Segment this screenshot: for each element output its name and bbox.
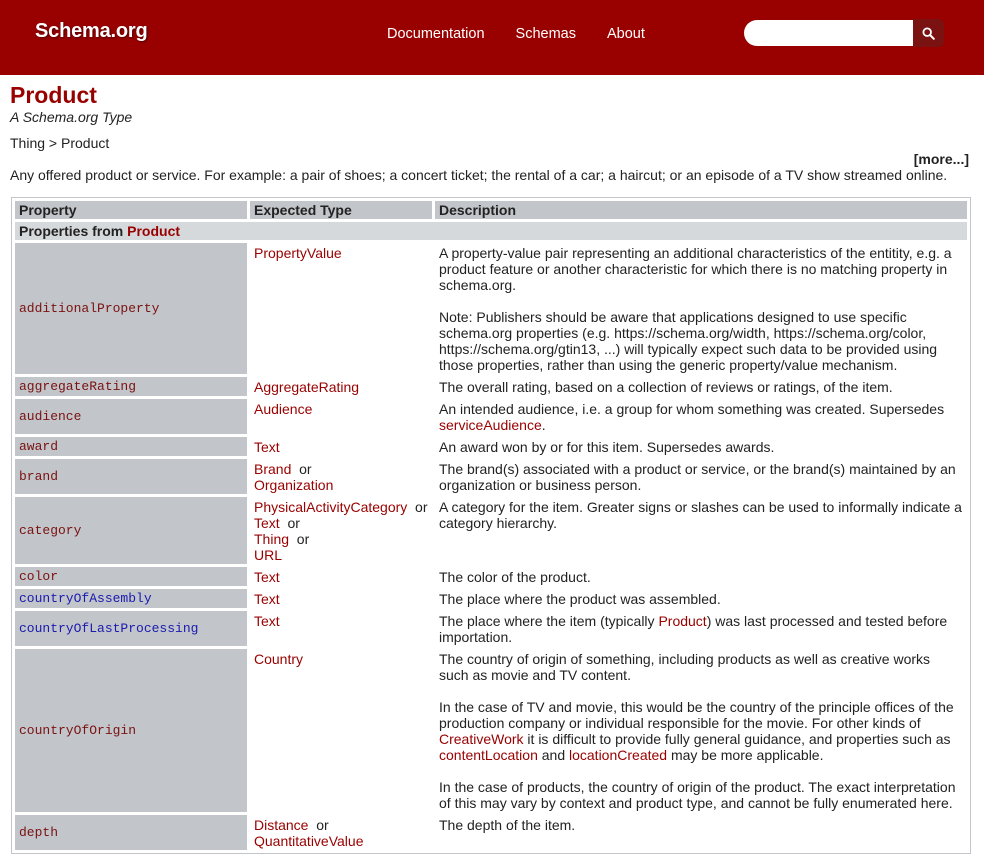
table-row — [15, 377, 967, 396]
table-row — [15, 815, 967, 850]
table-row — [15, 459, 967, 494]
expected-type-cell — [250, 377, 432, 396]
expected-type-cell — [250, 649, 432, 812]
expected-type-link[interactable]: Text — [254, 439, 280, 455]
nav-about[interactable]: About — [606, 26, 645, 42]
expected-type-link[interactable]: Audience — [254, 401, 313, 417]
expected-type-cell — [250, 497, 432, 564]
or-separator: or — [291, 461, 312, 477]
site-header — [0, 0, 984, 75]
description-text: The depth of the item. — [439, 817, 576, 833]
expected-type-link[interactable]: Text — [254, 569, 280, 585]
expected-type-cell — [250, 399, 432, 434]
table-row — [15, 589, 967, 608]
property-name[interactable]: audience — [15, 399, 247, 434]
description-text: In the case of products, the country of origin of the product. The exact interpretation of this may vary by context and product type, and cannot be fully enumerated here. — [439, 779, 956, 811]
table-row — [15, 649, 967, 812]
expected-type-cell — [250, 589, 432, 608]
description-text: The country of origin of something, including products as well as creative works such as movie and TV content. — [439, 651, 931, 683]
table-row — [15, 243, 967, 374]
property-name[interactable]: countryOfLastProcessing — [15, 611, 247, 646]
or-separator: or — [279, 515, 300, 531]
search-icon — [922, 27, 935, 40]
description-link[interactable]: Product — [658, 613, 707, 629]
page-title: Product — [10, 82, 97, 108]
description-text: An intended audience, i.e. a group for whom something was created. Supersedes serviceAudience. — [439, 401, 945, 433]
or-separator: or — [308, 817, 329, 833]
description-cell — [435, 377, 967, 396]
property-name[interactable]: countryOfAssembly — [15, 589, 247, 608]
nav-schemas[interactable]: Schemas — [515, 26, 576, 42]
table-row — [15, 497, 967, 564]
expected-type-link[interactable]: Text — [254, 515, 280, 531]
expected-type-link[interactable]: Country — [254, 651, 304, 667]
property-name[interactable]: countryOfOrigin — [15, 649, 247, 812]
nav-documentation[interactable]: Documentation — [387, 26, 485, 42]
breadcrumb — [10, 135, 109, 151]
description-text: Note: Publishers should be aware that applications designed to use specific schema.org properties (e.g. https://schema.org/width, https://schema.org/color, https://schema.org/gtin13, ...) will typically expect such data to be provided using those properties, rather than using the generic property/value mechanism. — [439, 309, 938, 373]
expected-type-link[interactable]: Brand — [254, 461, 292, 477]
expected-type-link[interactable]: AggregateRating — [254, 379, 360, 395]
description-cell — [435, 649, 967, 812]
description-cell — [435, 497, 967, 564]
search-box — [744, 20, 944, 48]
breadcrumb-product[interactable]: Product — [61, 135, 110, 151]
header-description: Description — [435, 201, 967, 219]
property-name[interactable]: aggregateRating — [15, 377, 247, 396]
description-cell — [435, 611, 967, 646]
description-cell — [435, 399, 967, 434]
table-row — [15, 437, 967, 456]
expected-type-link[interactable]: PropertyValue — [254, 245, 342, 261]
expected-type-link[interactable]: Text — [254, 613, 280, 629]
section-header-row — [15, 222, 967, 240]
expected-type-link[interactable]: Organization — [254, 477, 334, 493]
table-row — [15, 611, 967, 646]
site-logo[interactable]: Schema.org — [35, 20, 148, 42]
description-text: The color of the product. — [439, 569, 591, 585]
description-text: The place where the item (typically Product) was last processed and tested before importation. — [439, 613, 948, 645]
expected-type-cell — [250, 437, 432, 456]
expected-type-link[interactable]: Thing — [254, 531, 290, 547]
description-cell — [435, 589, 967, 608]
section-prefix: Properties from — [19, 223, 128, 239]
property-name[interactable]: additionalProperty — [15, 243, 247, 374]
search-button[interactable] — [913, 19, 944, 47]
description-text: An award won by or for this item. Supersedes awards. — [439, 439, 775, 455]
description-cell — [435, 567, 967, 586]
page-subtitle: A Schema.org Type — [10, 109, 133, 125]
expected-type-cell — [250, 243, 432, 374]
breadcrumb-separator: > — [45, 135, 61, 151]
header-expected-type: Expected Type — [250, 201, 432, 219]
description-text: The place where the product was assembled. — [439, 591, 721, 607]
property-name[interactable]: brand — [15, 459, 247, 494]
section-header — [15, 222, 967, 240]
section-product-link[interactable]: Product — [127, 223, 181, 239]
type-description: Any offered product or service. For example: a pair of shoes; a concert ticket; the rental of a car; a haircut; or an episode of a TV show streamed online. — [10, 167, 948, 183]
description-cell — [435, 437, 967, 456]
expected-type-link[interactable]: Distance — [254, 817, 309, 833]
description-text: A property-value pair representing an additional characteristics of the entitity, e.g. a product feature or another characteristic for which there is no matching property in schema.org. — [439, 245, 952, 293]
description-cell — [435, 243, 967, 374]
more-link[interactable]: [more...] — [913, 151, 969, 167]
property-name[interactable]: category — [15, 497, 247, 564]
expected-type-cell — [250, 815, 432, 850]
expected-type-link[interactable]: Text — [254, 591, 280, 607]
expected-type-cell — [250, 567, 432, 586]
description-cell — [435, 815, 967, 850]
description-text: The overall rating, based on a collection of reviews or ratings, of the item. — [439, 379, 893, 395]
main-nav — [387, 26, 676, 42]
expected-type-link[interactable]: QuantitativeValue — [254, 833, 364, 849]
table-row — [15, 567, 967, 586]
description-link[interactable]: CreativeWork — [439, 731, 524, 747]
property-name[interactable]: depth — [15, 815, 247, 850]
search-input[interactable] — [744, 20, 913, 46]
or-separator: or — [407, 499, 428, 515]
expected-type-cell — [250, 611, 432, 646]
definition-table — [11, 197, 971, 854]
expected-type-link[interactable]: PhysicalActivityCategory — [254, 499, 408, 515]
breadcrumb-thing[interactable]: Thing — [10, 135, 46, 151]
description-text: In the case of TV and movie, this would be the country of the principle offices of the production company or individual responsible for the movie. For other kinds of CreativeWork it is difficult to provide fully general guidance, and properties such as contentLocation and locationCreated may be more applicable. — [439, 699, 954, 763]
description-link[interactable]: locationCreated — [569, 747, 668, 763]
description-link[interactable]: serviceAudience — [439, 417, 542, 433]
expected-type-cell — [250, 459, 432, 494]
property-name[interactable]: color — [15, 567, 247, 586]
expected-type-link[interactable]: URL — [254, 547, 283, 563]
table-row — [15, 399, 967, 434]
or-separator: or — [289, 531, 310, 547]
description-text: The brand(s) associated with a product or service, or the brand(s) maintained by an organization or business person. — [439, 461, 956, 493]
header-property: Property — [15, 201, 247, 219]
table-header-row — [15, 201, 967, 219]
description-link[interactable]: contentLocation — [439, 747, 538, 763]
property-name[interactable]: award — [15, 437, 247, 456]
description-cell — [435, 459, 967, 494]
description-text: A category for the item. Greater signs or slashes can be used to informally indicate a category hierarchy. — [439, 499, 962, 531]
